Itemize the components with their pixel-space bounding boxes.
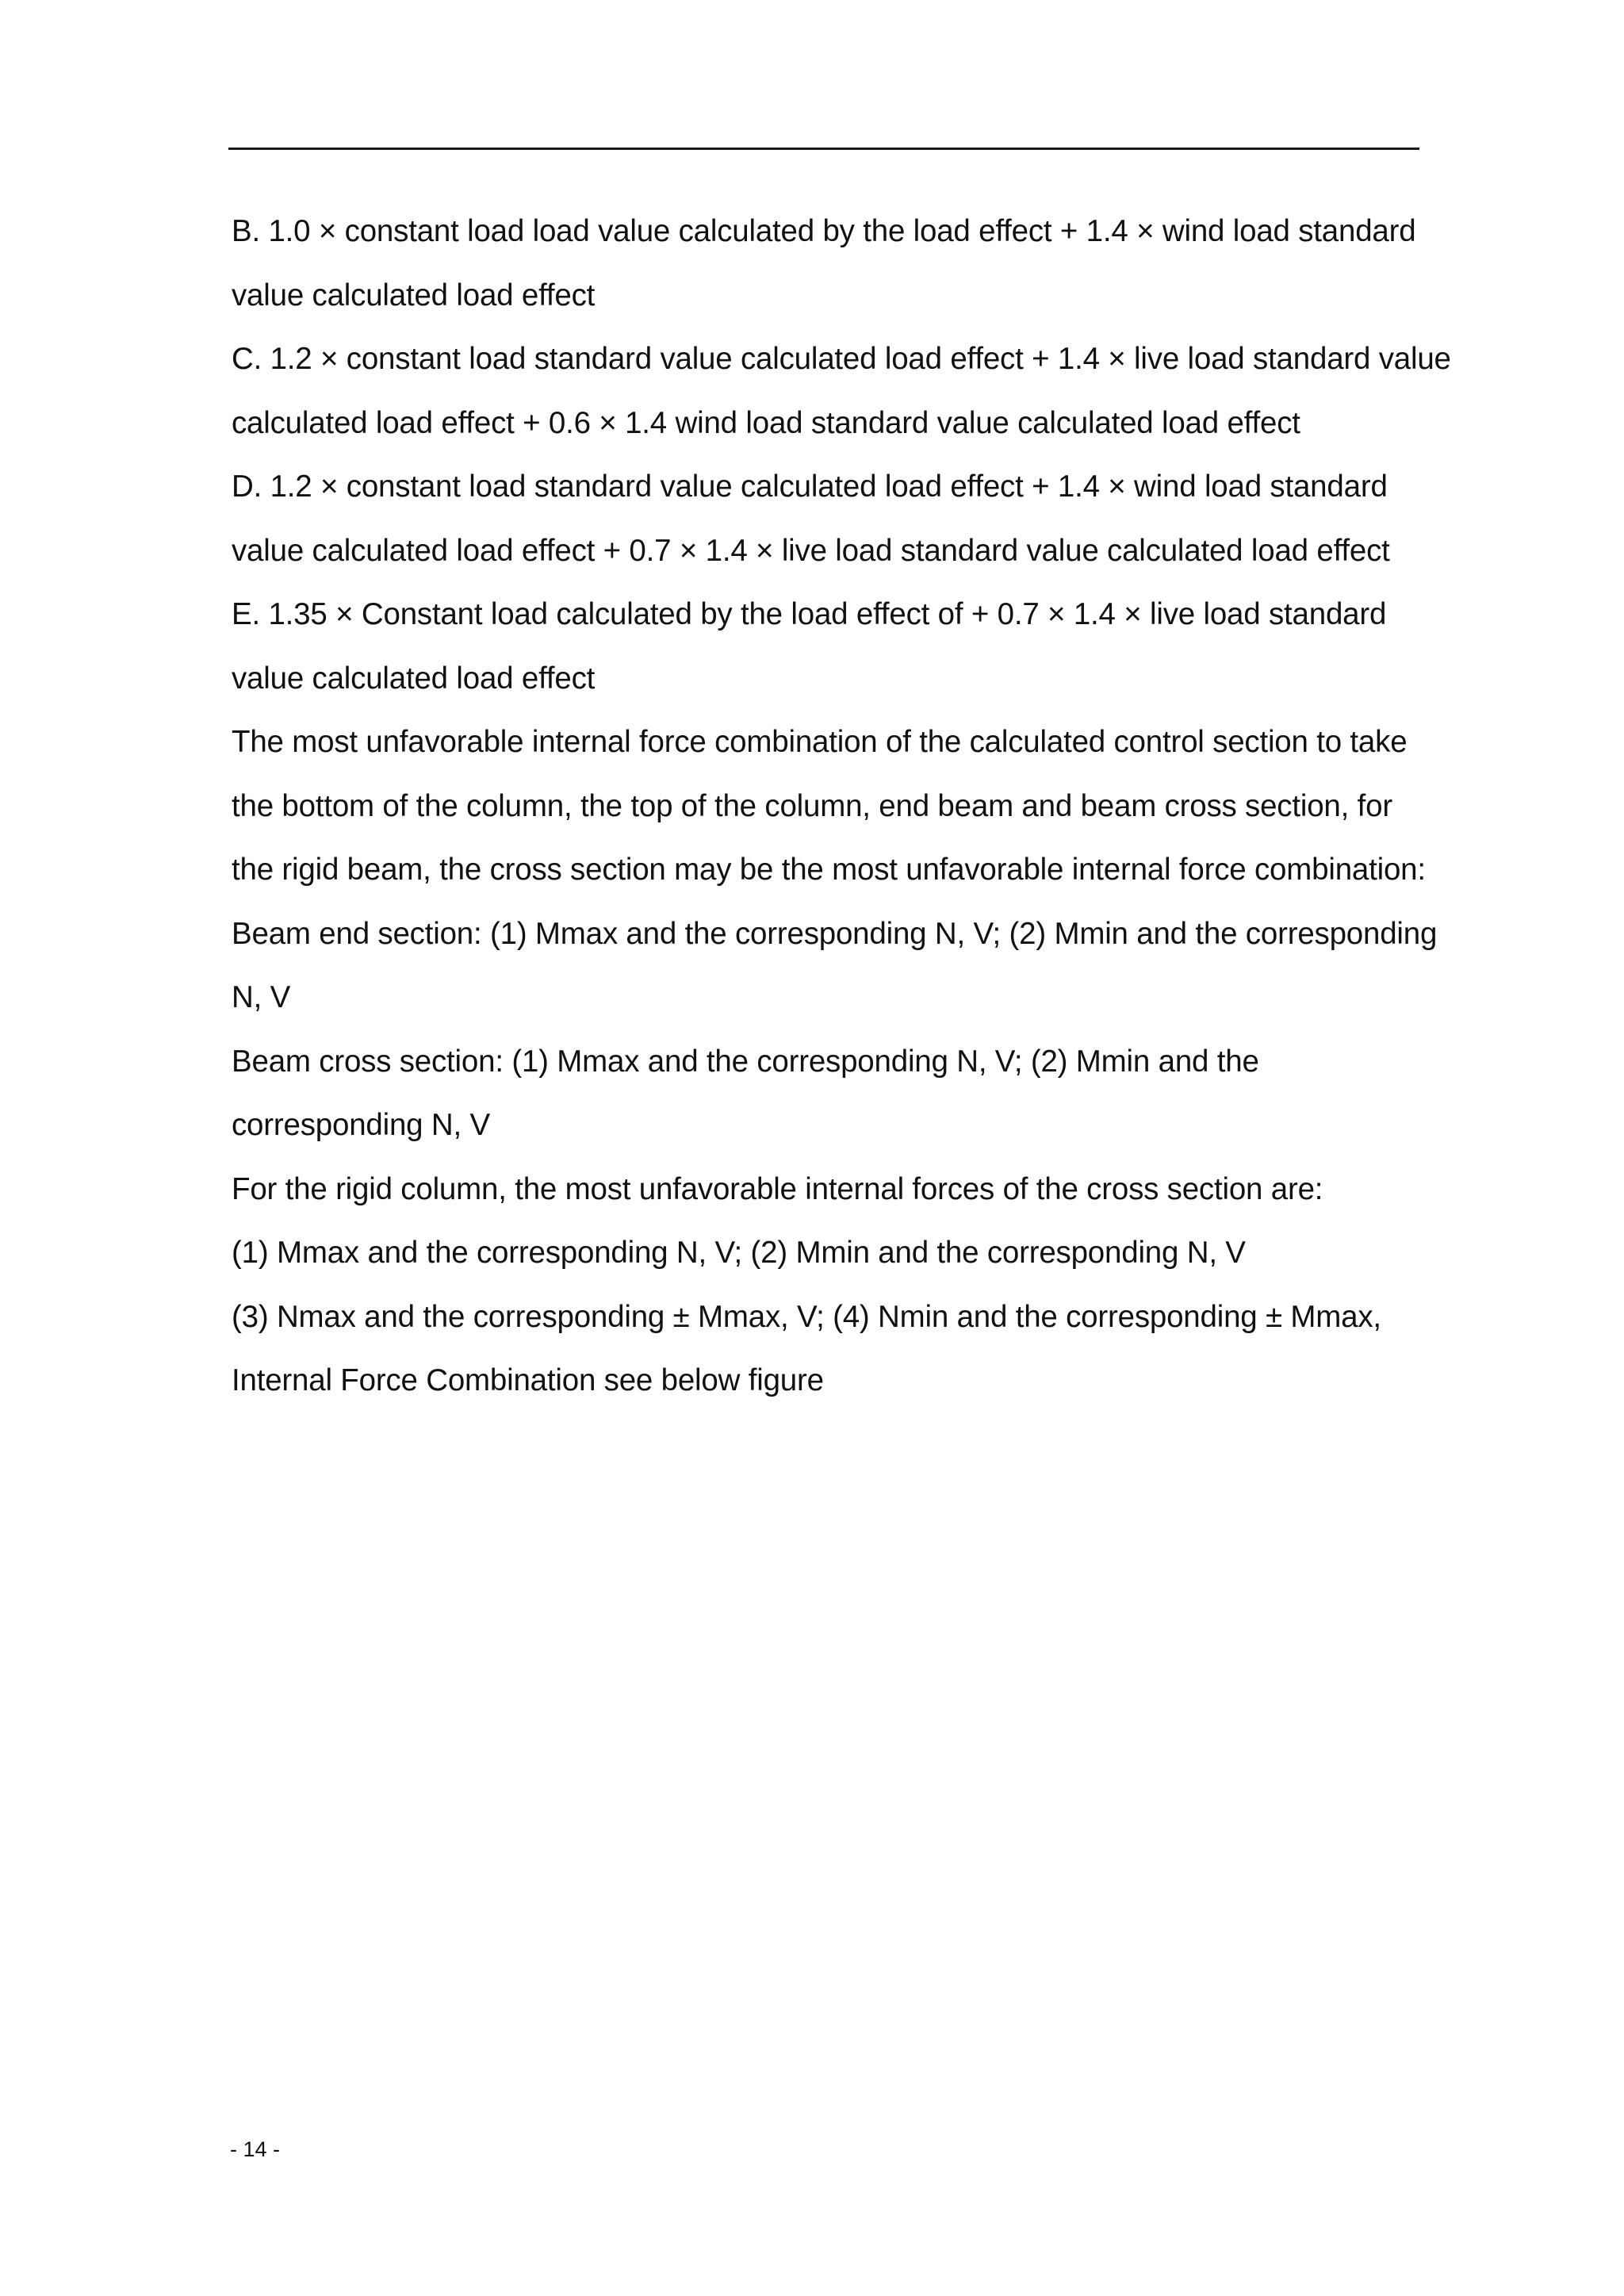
text-line: B. 1.0 × constant load load value calculated by the load effect + 1.4 × wind load standard bbox=[232, 214, 1416, 248]
text-line: value calculated load effect bbox=[232, 278, 596, 312]
page-number: - 14 - bbox=[230, 2137, 281, 2161]
text-line: The most unfavorable internal force combination of the calculated control section to take bbox=[232, 725, 1408, 759]
text-line: (1) Mmax and the corresponding N, V; (2) Mmin and the corresponding N, V bbox=[232, 1236, 1246, 1270]
text-line: the bottom of the column, the top of the column, end beam and beam cross section, for bbox=[232, 788, 1392, 823]
text-line: C. 1.2 × constant load standard value calculated load effect + 1.4 × live load standard value bbox=[232, 342, 1451, 376]
header-rule bbox=[228, 148, 1419, 150]
text-line: Beam end section: (1) Mmax and the corresponding N, V; (2) Mmin and the corresponding bbox=[232, 916, 1438, 951]
text-line: Beam cross section: (1) Mmax and the corresponding N, V; (2) Mmin and the bbox=[232, 1044, 1259, 1079]
text-line: E. 1.35 × Constant load calculated by the load effect of + 0.7 × 1.4 × live load standard bbox=[232, 597, 1387, 631]
text-line: Internal Force Combination see below figure bbox=[232, 1363, 824, 1397]
text-line: For the rigid column, the most unfavorable internal forces of the cross section are: bbox=[232, 1171, 1323, 1206]
body-text bbox=[232, 200, 1453, 1413]
text-line: corresponding N, V bbox=[232, 1108, 490, 1142]
text-line: calculated load effect + 0.6 × 1.4 wind load standard value calculated load effect bbox=[232, 405, 1300, 440]
text-line: (3) Nmax and the corresponding ± Mmax, V; (4) Nmin and the corresponding ± Mmax, bbox=[232, 1299, 1381, 1334]
text-line: value calculated load effect + 0.7 × 1.4 × live load standard value calculated load effect bbox=[232, 533, 1390, 568]
text-line: D. 1.2 × constant load standard value calculated load effect + 1.4 × wind load standard bbox=[232, 470, 1388, 504]
text-line: value calculated load effect bbox=[232, 661, 596, 696]
text-line: the rigid beam, the cross section may be the most unfavorable internal force combination: bbox=[232, 853, 1426, 887]
text-line: N, V bbox=[232, 980, 291, 1014]
